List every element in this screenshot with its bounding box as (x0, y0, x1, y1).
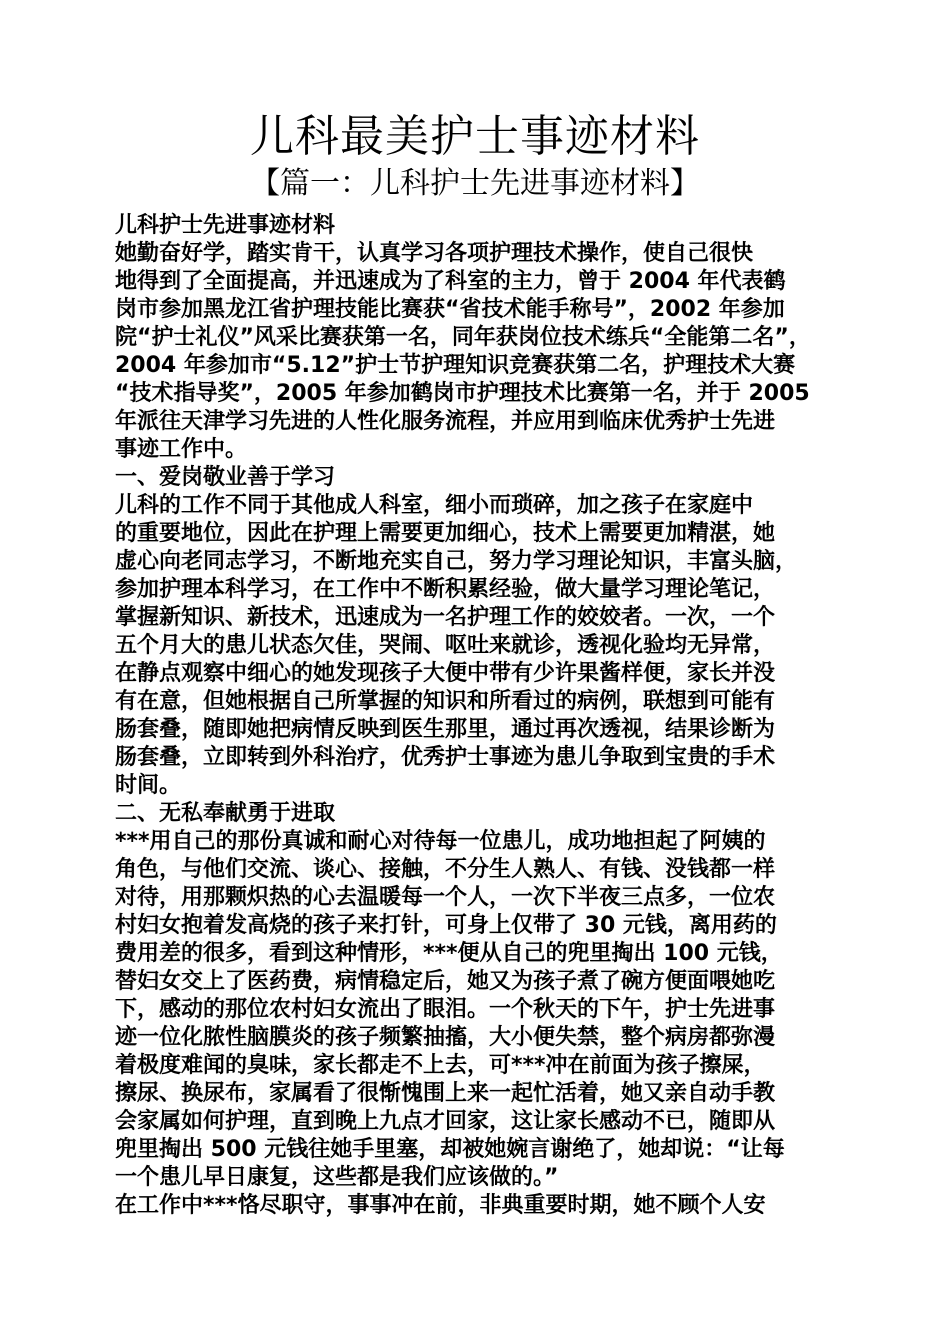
text-line: 参加护理本科学习，在工作中不断积累经验，做大量学习理论笔记， (115, 577, 776, 602)
text-line: 村妇女抱着发高烧的孩子来打针，可身上仅带了 30 元钱，离用药的 (115, 913, 777, 938)
text-line: 肠套叠，立即转到外科治疗，优秀护士事迹为患儿争取到宝贵的手术 (115, 745, 776, 770)
text-line: 迹一位化脓性脑膜炎的孩子频繁抽搐，大小便失禁，整个病房都弥漫 (115, 1025, 776, 1050)
text-line: 五个月大的患儿状态欠佳，哭闹、呕吐来就诊，透视化验均无异常， (115, 633, 776, 658)
text-line: 擦尿、换尿布，家属看了很惭愧围上来一起忙活着，她又亲自动手教 (115, 1081, 776, 1106)
text-line: 的重要地位，因此在护理上需要更加细心，技术上需要更加精湛，她 (115, 521, 776, 546)
text-line: 费用差的很多，看到这种情形，***便从自己的兜里掏出 100 元钱， (115, 941, 783, 966)
text-line: 年派往天津学习先进的人性化服务流程，并应用到临床优秀护士先进 (115, 409, 776, 434)
text-line: 掌握新知识、新技术，迅速成为一名护理工作的姣姣者。一次，一个 (115, 605, 776, 630)
text-line: 岗市参加黑龙江省护理技能比赛获“省技术能手称号”，2002 年参加 (115, 297, 785, 322)
document-body (115, 212, 855, 1220)
text-line: 着极度难闻的臭味，家长都走不上去，可***冲在前面为孩子擦屎， (115, 1053, 766, 1078)
text-line: 在工作中***恪尽职守，事事冲在前，非典重要时期，她不顾个人安 (115, 1193, 766, 1218)
document-subtitle: 【篇一：儿科护士先进事迹材料】 (250, 166, 700, 201)
text-line: 肠套叠，随即她把病情反映到医生那里，通过再次透视，结果诊断为 (115, 717, 776, 742)
text-line: 院“护士礼仪”风采比赛获第一名，同年获岗位技术练兵“全能第二名”， (115, 325, 811, 350)
text-line: 兜里掏出 500 元钱往她手里塞，却被她婉言谢绝了，她却说：“让每 (115, 1137, 785, 1162)
text-line: 时间。 (115, 773, 182, 798)
text-line: 儿科护士先进事迹材料 (115, 213, 336, 238)
text-line: 二、无私奉献勇于进取 (115, 801, 336, 826)
text-line: “技术指导奖”，2005 年参加鹤岗市护理技术比赛第一名，并于 2005 (115, 381, 810, 406)
text-line: 会家属如何护理，直到晚上九点才回家，这让家长感动不已，随即从 (115, 1109, 776, 1134)
text-line: ***用自己的那份真诚和耐心对待每一位患儿，成功地担起了阿姨的 (115, 829, 766, 854)
text-line: 一、爱岗敬业善于学习 (115, 465, 336, 490)
text-line: 地得到了全面提高，并迅速成为了科室的主力，曾于 2004 年代表鹤 (115, 269, 786, 294)
text-line: 一个患儿早日康复，这些都是我们应该做的。” (115, 1165, 559, 1190)
text-line: 虚心向老同志学习，不断地充实自己，努力学习理论知识，丰富头脑， (115, 549, 798, 574)
text-line: 儿科的工作不同于其他成人科室，细小而琐碎，加之孩子在家庭中 (115, 493, 754, 518)
text-line: 有在意，但她根据自己所掌握的知识和所看过的病例，联想到可能有 (115, 689, 776, 714)
text-line: 2004 年参加市“5.12”护士节护理知识竞赛获第二名，护理技术大赛 (115, 353, 796, 378)
text-line: 角色，与他们交流、谈心、接触，不分生人熟人、有钱、没钱都一样 (115, 857, 776, 882)
text-line: 在静点观察中细心的她发现孩子大便中带有少许果酱样便，家长并没 (115, 661, 776, 686)
text-line: 她勤奋好学，踏实肯干，认真学习各项护理技术操作，使自己很快 (115, 241, 754, 266)
document-title: 儿科最美护士事迹材料 (250, 111, 700, 162)
text-line: 对待，用那颗炽热的心去温暖每一个人，一次下半夜三点多，一位农 (115, 885, 776, 910)
text-line: 事迹工作中。 (115, 437, 248, 462)
text-line: 替妇女交上了医药费，病情稳定后，她又为孩子煮了碗方便面喂她吃 (115, 969, 776, 994)
document-header (0, 112, 950, 204)
text-line: 下，感动的那位农村妇女流出了眼泪。一个秋天的下午，护士先进事 (115, 997, 776, 1022)
